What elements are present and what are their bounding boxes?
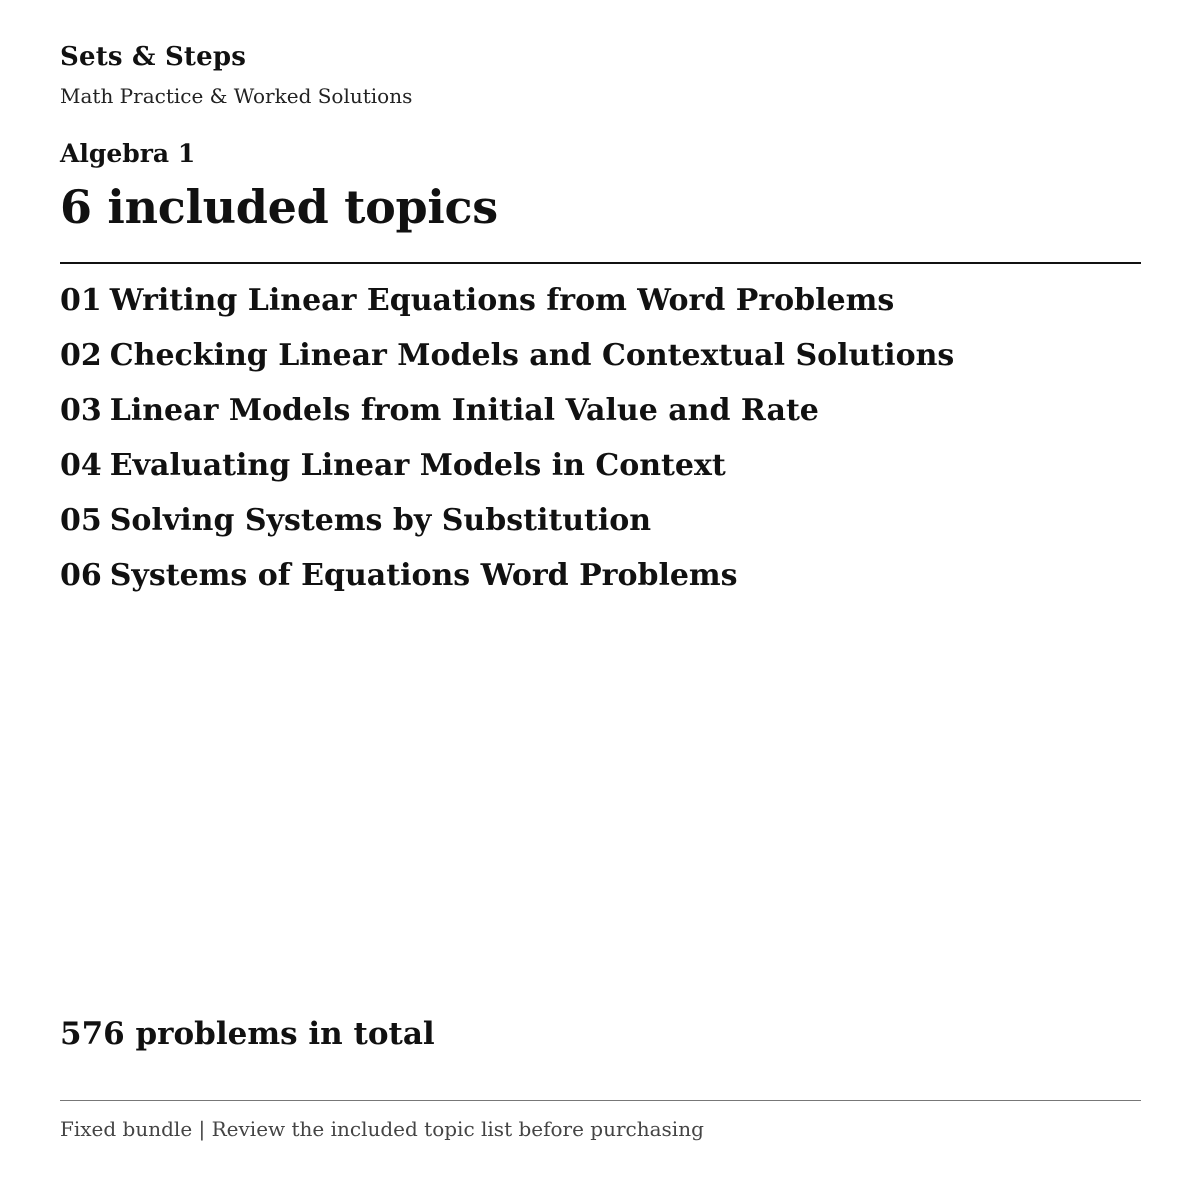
topic-title: Checking Linear Models and Contextual Solutions: [109, 338, 955, 373]
topic-list: [60, 281, 1141, 611]
list-item: [60, 446, 1141, 501]
course-title: Algebra 1: [60, 139, 196, 168]
brand-name: Sets & Steps: [60, 42, 247, 72]
topic-title: Evaluating Linear Models in Context: [109, 448, 726, 483]
topic-number: 03: [60, 393, 102, 428]
page-title: 6 included topics: [60, 180, 498, 234]
list-item: [60, 501, 1141, 556]
topic-title: Linear Models from Initial Value and Rate: [109, 393, 819, 428]
bundle-sheet: [60, 0, 1141, 1200]
topic-number: 02: [60, 338, 102, 373]
topic-number: 04: [60, 448, 102, 483]
list-item: [60, 556, 1141, 611]
list-item: [60, 391, 1141, 446]
problem-total: 576 problems in total: [60, 1016, 435, 1052]
brand-tagline: Math Practice & Worked Solutions: [60, 84, 413, 108]
topic-title: Writing Linear Equations from Word Problems: [109, 283, 895, 318]
header-divider: [60, 262, 1141, 264]
topic-number: 01: [60, 283, 102, 318]
topic-title: Solving Systems by Substitution: [109, 503, 652, 538]
list-item: [60, 281, 1141, 336]
topic-number: 05: [60, 503, 102, 538]
footer-divider: [60, 1100, 1141, 1101]
list-item: [60, 336, 1141, 391]
footer-note: Fixed bundle | Review the included topic list before purchasing: [60, 1117, 704, 1141]
topic-title: Systems of Equations Word Problems: [109, 558, 738, 593]
topic-number: 06: [60, 558, 102, 593]
